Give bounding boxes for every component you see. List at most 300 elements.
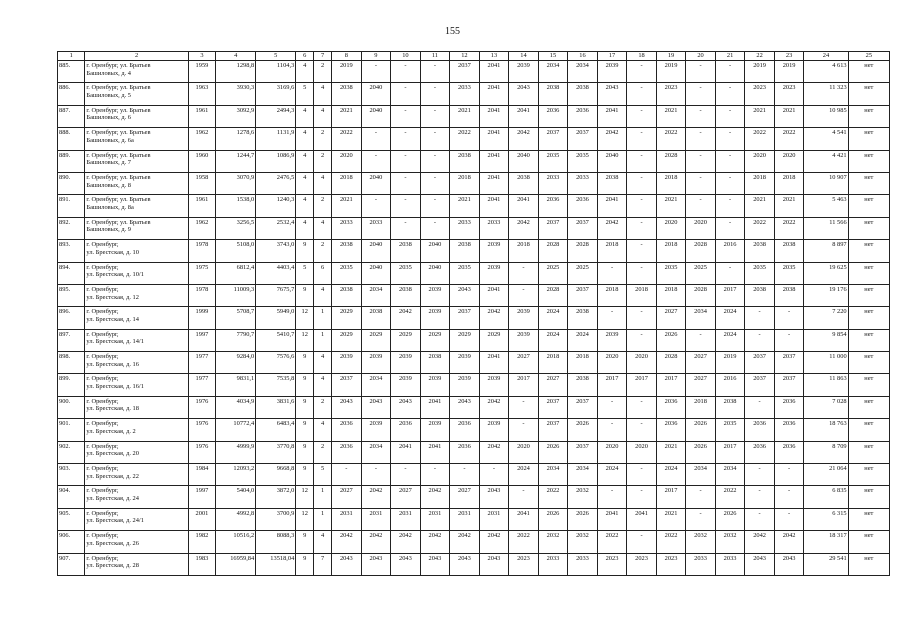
value-cell: 2041 [479, 105, 509, 127]
row-number-cell: 900. [58, 396, 85, 418]
table-body [58, 61, 890, 576]
value-cell: 3700,9 [256, 508, 296, 530]
value-cell: - [361, 61, 391, 83]
value-cell: 2037 [538, 128, 568, 150]
value-cell: 2033 [568, 172, 598, 194]
value-cell: 2036 [568, 105, 598, 127]
value-cell: нет [848, 150, 889, 172]
value-cell: 2035 [568, 150, 598, 172]
value-cell: 2018 [597, 240, 627, 262]
value-cell: 2037 [450, 307, 480, 329]
value-cell: 2018 [656, 284, 686, 306]
value-cell: 2033 [568, 553, 598, 575]
value-cell: 2037 [538, 419, 568, 441]
value-cell: 7790,7 [216, 329, 256, 351]
value-cell: 2 [314, 195, 332, 217]
value-cell: - [391, 464, 421, 486]
value-cell: 2042 [332, 531, 362, 553]
value-cell: 7 028 [804, 396, 848, 418]
column-header: 11 [420, 52, 450, 61]
value-cell: - [627, 128, 657, 150]
value-cell: 1 [314, 508, 332, 530]
value-cell: - [479, 464, 509, 486]
column-header: 3 [188, 52, 215, 61]
table-row [58, 396, 890, 418]
value-cell: 2039 [391, 374, 421, 396]
value-cell: 2039 [509, 61, 539, 83]
value-cell: 19 625 [804, 262, 848, 284]
row-number-cell: 889. [58, 150, 85, 172]
value-cell: 1999 [188, 307, 215, 329]
value-cell: - [686, 486, 716, 508]
value-cell: - [627, 195, 657, 217]
value-cell: 5 [296, 262, 314, 284]
column-header: 25 [848, 52, 889, 61]
value-cell: 2035 [774, 262, 804, 284]
value-cell: 2040 [597, 150, 627, 172]
value-cell: - [715, 61, 745, 83]
value-cell: 4403,4 [256, 262, 296, 284]
address-cell [85, 553, 188, 575]
value-cell: 2020 [627, 352, 657, 374]
value-cell: 2029 [450, 329, 480, 351]
value-cell: 2028 [656, 150, 686, 172]
address-cell [85, 374, 188, 396]
value-cell: 2018 [450, 172, 480, 194]
value-cell: 2021 [774, 105, 804, 127]
value-cell: 9 [296, 396, 314, 418]
value-cell: 11 566 [804, 217, 848, 239]
value-cell: - [597, 396, 627, 418]
value-cell: 2024 [509, 464, 539, 486]
address-line-1: г. Оренбург, ул. Братьев [86, 151, 151, 159]
address-line-1: г. Оренбург, [86, 263, 119, 271]
address-cell [85, 464, 188, 486]
column-header: 5 [256, 52, 296, 61]
table-row [58, 329, 890, 351]
table-row [58, 307, 890, 329]
value-cell: 2042 [479, 441, 509, 463]
value-cell: 2038 [509, 172, 539, 194]
value-cell: 2036 [656, 419, 686, 441]
value-cell: 2043 [391, 396, 421, 418]
row-number-cell: 902. [58, 441, 85, 463]
value-cell: 2038 [774, 240, 804, 262]
address-line-1: г. Оренбург, [86, 353, 119, 361]
value-cell: 2038 [745, 284, 775, 306]
value-cell: 5 463 [804, 195, 848, 217]
value-cell: 2022 [774, 217, 804, 239]
table-row [58, 284, 890, 306]
value-cell: - [420, 83, 450, 105]
value-cell: - [420, 128, 450, 150]
value-cell: 2040 [361, 105, 391, 127]
value-cell: 2027 [450, 486, 480, 508]
value-cell: - [420, 150, 450, 172]
address-line-1: г. Оренбург, ул. Братьев [86, 84, 151, 92]
address-cell [85, 262, 188, 284]
value-cell: - [745, 486, 775, 508]
value-cell: 2018 [686, 396, 716, 418]
value-cell: 9 [296, 284, 314, 306]
value-cell: 2037 [450, 61, 480, 83]
value-cell: 4 [314, 105, 332, 127]
value-cell: 2024 [568, 329, 598, 351]
value-cell: 2038 [745, 240, 775, 262]
value-cell: 2032 [715, 531, 745, 553]
value-cell: 2035 [715, 419, 745, 441]
value-cell: 2039 [509, 307, 539, 329]
value-cell: 2001 [188, 508, 215, 530]
value-cell: 2018 [745, 172, 775, 194]
value-cell: - [627, 464, 657, 486]
value-cell: 2021 [450, 105, 480, 127]
address-cell [85, 352, 188, 374]
table-row [58, 262, 890, 284]
value-cell: - [391, 61, 421, 83]
value-cell: 2018 [568, 352, 598, 374]
value-cell: 2043 [332, 553, 362, 575]
value-cell: 2041 [479, 195, 509, 217]
row-number-cell: 892. [58, 217, 85, 239]
value-cell: 2043 [450, 396, 480, 418]
address-cell [85, 195, 188, 217]
value-cell: 2024 [538, 307, 568, 329]
row-number-cell: 890. [58, 172, 85, 194]
value-cell: 2024 [715, 329, 745, 351]
value-cell: 3770,8 [256, 441, 296, 463]
value-cell: 2033 [479, 217, 509, 239]
value-cell: 1963 [188, 83, 215, 105]
value-cell: 2 [314, 128, 332, 150]
row-number-cell: 899. [58, 374, 85, 396]
value-cell: нет [848, 217, 889, 239]
column-header: 1 [58, 52, 85, 61]
address-line-2: Башиловых, д. 4 [86, 69, 131, 77]
value-cell: 2035 [745, 262, 775, 284]
value-cell: - [391, 128, 421, 150]
value-cell: 2029 [361, 329, 391, 351]
address-cell [85, 419, 188, 441]
value-cell: 2023 [745, 83, 775, 105]
row-number-cell: 885. [58, 61, 85, 83]
value-cell: 4 [296, 150, 314, 172]
value-cell: 2026 [538, 441, 568, 463]
value-cell: 2037 [568, 217, 598, 239]
table-row [58, 128, 890, 150]
table-row [58, 531, 890, 553]
value-cell: - [627, 262, 657, 284]
column-header: 18 [627, 52, 657, 61]
value-cell: 4 [296, 172, 314, 194]
value-cell: 2038 [450, 150, 480, 172]
value-cell: 2026 [568, 508, 598, 530]
value-cell: 2039 [420, 374, 450, 396]
value-cell: 2028 [656, 352, 686, 374]
value-cell: 2027 [656, 307, 686, 329]
value-cell: 2020 [745, 150, 775, 172]
value-cell: нет [848, 61, 889, 83]
value-cell: - [686, 508, 716, 530]
value-cell: 3743,0 [256, 240, 296, 262]
value-cell: 2040 [420, 240, 450, 262]
value-cell: - [774, 329, 804, 351]
address-cell [85, 217, 188, 239]
row-number-cell: 886. [58, 83, 85, 105]
table-row [58, 195, 890, 217]
value-cell: 1984 [188, 464, 215, 486]
value-cell: 2032 [686, 531, 716, 553]
value-cell: 12 [296, 307, 314, 329]
value-cell: нет [848, 553, 889, 575]
address-cell [85, 486, 188, 508]
value-cell: 2042 [391, 307, 421, 329]
value-cell: 9668,8 [256, 464, 296, 486]
table-row [58, 486, 890, 508]
value-cell: 2034 [715, 464, 745, 486]
value-cell: 2043 [361, 553, 391, 575]
row-number-cell: 904. [58, 486, 85, 508]
value-cell: 2038 [332, 284, 362, 306]
value-cell: 2034 [568, 61, 598, 83]
column-header: 20 [686, 52, 716, 61]
value-cell: 9 [296, 441, 314, 463]
value-cell: 1975 [188, 262, 215, 284]
value-cell: 4 421 [804, 150, 848, 172]
value-cell: 3256,5 [216, 217, 256, 239]
row-number-cell: 891. [58, 195, 85, 217]
value-cell: 2039 [597, 61, 627, 83]
address-cell [85, 329, 188, 351]
address-cell [85, 531, 188, 553]
value-cell: - [420, 464, 450, 486]
value-cell: 2038 [538, 83, 568, 105]
value-cell: - [627, 150, 657, 172]
value-cell: 2024 [656, 464, 686, 486]
value-cell: 1278,6 [216, 128, 256, 150]
value-cell: 2042 [745, 531, 775, 553]
value-cell: 2020 [774, 150, 804, 172]
value-cell: 2037 [538, 396, 568, 418]
value-cell: 10 907 [804, 172, 848, 194]
address-line-1: г. Оренбург, [86, 442, 119, 450]
value-cell: - [627, 240, 657, 262]
value-cell: 2042 [479, 396, 509, 418]
value-cell: 2017 [656, 374, 686, 396]
address-cell [85, 105, 188, 127]
value-cell: 2035 [332, 262, 362, 284]
value-cell: 2017 [656, 486, 686, 508]
value-cell: 2042 [509, 128, 539, 150]
value-cell: 2028 [568, 240, 598, 262]
value-cell: 2034 [361, 284, 391, 306]
value-cell: нет [848, 172, 889, 194]
table-row [58, 172, 890, 194]
value-cell: 2042 [479, 307, 509, 329]
value-cell: 2 [314, 240, 332, 262]
value-cell: 2028 [538, 240, 568, 262]
value-cell: - [509, 486, 539, 508]
value-cell: 2020 [656, 217, 686, 239]
value-cell: 10516,2 [216, 531, 256, 553]
value-cell: 2025 [568, 262, 598, 284]
value-cell: 2016 [715, 240, 745, 262]
value-cell: 2031 [420, 508, 450, 530]
value-cell: 2043 [420, 553, 450, 575]
address-line-1: г. Оренбург, ул. Братьев [86, 106, 151, 114]
address-line-2: ул. Брестская, д. 24 [86, 495, 139, 503]
page-number: 155 [445, 26, 460, 37]
value-cell: 1997 [188, 486, 215, 508]
value-cell: 1086,9 [256, 150, 296, 172]
table-row [58, 553, 890, 575]
value-cell: 2035 [656, 262, 686, 284]
value-cell: нет [848, 396, 889, 418]
value-cell: 2022 [450, 128, 480, 150]
address-line-2: ул. Брестская, д. 18 [86, 405, 139, 413]
value-cell: 2019 [715, 352, 745, 374]
row-number-cell: 893. [58, 240, 85, 262]
table-row [58, 374, 890, 396]
value-cell: 2042 [479, 531, 509, 553]
value-cell: 12 [296, 508, 314, 530]
value-cell: 2017 [509, 374, 539, 396]
value-cell: 2041 [597, 105, 627, 127]
value-cell: - [774, 486, 804, 508]
address-line-2: ул. Брестская, д. 10/1 [86, 271, 144, 279]
value-cell: 2027 [509, 352, 539, 374]
value-cell: 2024 [597, 464, 627, 486]
value-cell: 2026 [656, 329, 686, 351]
value-cell: 2036 [774, 419, 804, 441]
column-header: 13 [479, 52, 509, 61]
value-cell: - [627, 396, 657, 418]
value-cell: нет [848, 240, 889, 262]
value-cell: 3831,6 [256, 396, 296, 418]
value-cell: 1976 [188, 419, 215, 441]
value-cell: - [774, 464, 804, 486]
value-cell: 2043 [597, 83, 627, 105]
value-cell: нет [848, 128, 889, 150]
value-cell: 2036 [538, 195, 568, 217]
value-cell: нет [848, 531, 889, 553]
value-cell: 5108,0 [216, 240, 256, 262]
value-cell: 2021 [332, 195, 362, 217]
value-cell: 1960 [188, 150, 215, 172]
value-cell: 2036 [332, 419, 362, 441]
value-cell: - [715, 150, 745, 172]
address-line-2: Башиловых, д. 7 [86, 159, 131, 167]
value-cell: 2037 [568, 128, 598, 150]
value-cell: 2038 [391, 240, 421, 262]
value-cell: 2018 [509, 240, 539, 262]
value-cell: 2020 [597, 352, 627, 374]
address-cell [85, 508, 188, 530]
value-cell: 4 [296, 61, 314, 83]
row-number-cell: 895. [58, 284, 85, 306]
value-cell: 2022 [509, 531, 539, 553]
value-cell: 2023 [774, 83, 804, 105]
value-cell: 2040 [361, 83, 391, 105]
address-line-1: г. Оренбург, [86, 308, 119, 316]
address-cell [85, 441, 188, 463]
value-cell: 2031 [479, 508, 509, 530]
value-cell: 4992,8 [216, 508, 256, 530]
value-cell: 2041 [479, 172, 509, 194]
address-cell [85, 150, 188, 172]
address-line-2: ул. Брестская, д. 16 [86, 360, 139, 368]
address-cell [85, 61, 188, 83]
column-header: 19 [656, 52, 686, 61]
value-cell: 2043 [774, 553, 804, 575]
address-cell [85, 284, 188, 306]
address-cell [85, 240, 188, 262]
value-cell: 2042 [391, 531, 421, 553]
value-cell: - [627, 329, 657, 351]
value-cell: - [627, 105, 657, 127]
value-cell: 2043 [361, 396, 391, 418]
value-cell: 7675,7 [256, 284, 296, 306]
value-cell: 12 [296, 486, 314, 508]
value-cell: 2039 [391, 352, 421, 374]
column-header: 6 [296, 52, 314, 61]
value-cell: 2043 [450, 553, 480, 575]
address-cell [85, 172, 188, 194]
value-cell: 2034 [538, 464, 568, 486]
address-line-2: ул. Брестская, д. 10 [86, 248, 139, 256]
value-cell: 6 [314, 262, 332, 284]
value-cell: 4 [296, 128, 314, 150]
value-cell: 2032 [538, 531, 568, 553]
value-cell: 2037 [774, 352, 804, 374]
value-cell: 2034 [538, 61, 568, 83]
address-line-2: Башиловых, д. 9 [86, 226, 131, 234]
column-header: 23 [774, 52, 804, 61]
value-cell: 2039 [479, 419, 509, 441]
value-cell: 2035 [538, 150, 568, 172]
value-cell: 2039 [420, 307, 450, 329]
value-cell: 2037 [568, 396, 598, 418]
value-cell: - [420, 61, 450, 83]
value-cell: 2034 [568, 464, 598, 486]
value-cell: 2039 [450, 352, 480, 374]
address-line-2: Башиловых, д. 5 [86, 91, 131, 99]
value-cell: 1298,8 [216, 61, 256, 83]
value-cell: 2025 [686, 262, 716, 284]
value-cell: 2019 [332, 61, 362, 83]
value-cell: 2037 [745, 374, 775, 396]
value-cell: 2041 [479, 150, 509, 172]
value-cell: 2020 [627, 441, 657, 463]
value-cell: 2041 [479, 352, 509, 374]
address-line-2: ул. Брестская, д. 14 [86, 315, 139, 323]
value-cell: 2027 [686, 352, 716, 374]
value-cell: 2040 [509, 150, 539, 172]
value-cell: 11009,3 [216, 284, 256, 306]
value-cell: 2033 [361, 217, 391, 239]
address-line-1: г. Оренбург, [86, 375, 119, 383]
value-cell: 2031 [361, 508, 391, 530]
value-cell: 1962 [188, 128, 215, 150]
value-cell: 2018 [597, 284, 627, 306]
value-cell: - [420, 217, 450, 239]
value-cell: 2037 [774, 374, 804, 396]
value-cell: - [509, 262, 539, 284]
value-cell: 2033 [450, 217, 480, 239]
value-cell: - [686, 329, 716, 351]
row-number-cell: 897. [58, 329, 85, 351]
table-row [58, 352, 890, 374]
